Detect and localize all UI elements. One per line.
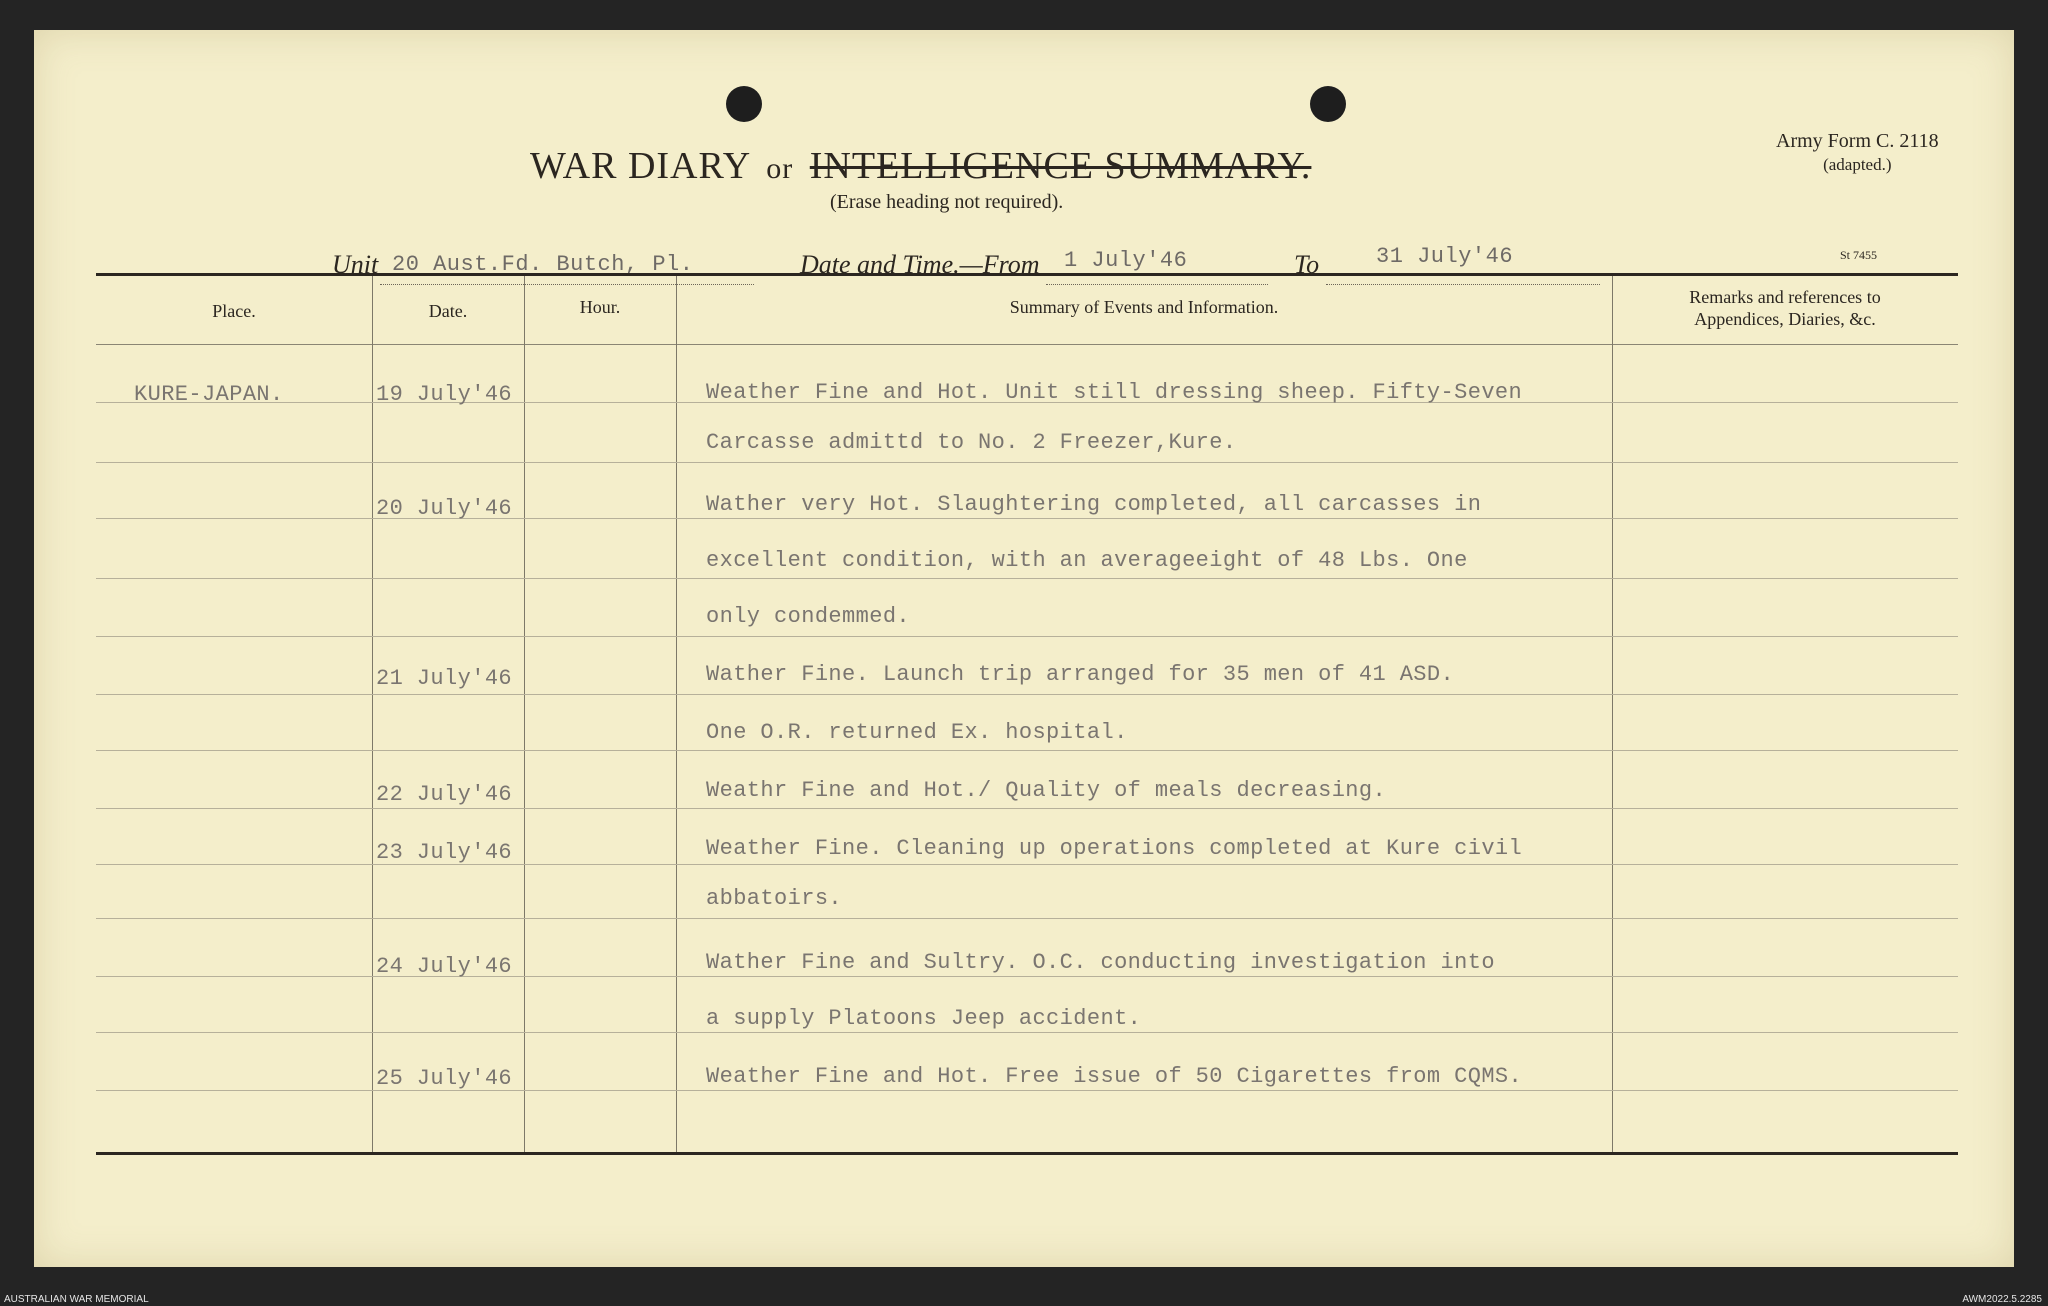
- ruled-line: [96, 864, 372, 865]
- ruled-line: [524, 694, 676, 695]
- row-date: 21 July'46: [376, 666, 513, 691]
- ruled-line: [524, 578, 676, 579]
- ruled-line: [372, 636, 524, 637]
- ruled-line: [524, 462, 676, 463]
- ruled-line: [1612, 462, 1958, 463]
- form-number-text: Army Form C. 2118: [1776, 130, 1939, 152]
- diary-page: [34, 30, 2014, 1267]
- entry-line: Weather Fine and Hot. Free issue of 50 Cigarettes from CQMS.: [706, 1064, 1523, 1089]
- row-date: 19 July'46: [376, 382, 513, 407]
- ruled-line: [96, 1032, 372, 1033]
- ruled-line: [96, 1090, 372, 1091]
- entry-line: Wather very Hot. Slaughtering completed, all carcasses in: [706, 492, 1482, 517]
- ruled-line: [1612, 976, 1958, 977]
- ruled-line: [676, 636, 1612, 637]
- to-value: 31 July'46: [1376, 244, 1514, 269]
- entry-line: One O.R. returned Ex. hospital.: [706, 720, 1128, 745]
- col-header-summary: Summary of Events and Information.: [1009, 297, 1279, 317]
- col-header-remarks: [1612, 286, 1958, 330]
- ruled-line: [1612, 864, 1958, 865]
- ruled-line: [676, 976, 1612, 977]
- title-main: WAR DIARY: [530, 145, 750, 187]
- title-struck: INTELLIGENCE SUMMARY.: [809, 145, 1312, 187]
- entry-line: only condemmed.: [706, 604, 911, 629]
- col-header-date: Date.: [428, 301, 468, 321]
- ruled-line: [1612, 1090, 1958, 1091]
- ruled-line: [676, 918, 1612, 919]
- ruled-line: [96, 462, 372, 463]
- ruled-line: [372, 918, 524, 919]
- entry-line: Weather Fine and Hot. Unit still dressing sheep. Fifty-Seven: [706, 380, 1523, 405]
- page-title: [530, 144, 1311, 188]
- ruled-line: [1612, 808, 1958, 809]
- entry-line: Weather Fine. Cleaning up operations completed at Kure civil: [706, 836, 1523, 861]
- ruled-line: [676, 462, 1612, 463]
- ruled-line: [676, 1032, 1612, 1033]
- from-value: 1 July'46: [1064, 248, 1188, 273]
- entry-line: abbatoirs.: [706, 886, 843, 911]
- table-top-rule: [96, 273, 1958, 276]
- ruled-line: [524, 1032, 676, 1033]
- ruled-line: [524, 976, 676, 977]
- row-date: 24 July'46: [376, 954, 513, 979]
- ruled-line: [676, 578, 1612, 579]
- ruled-line: [1612, 636, 1958, 637]
- ruled-line: [372, 694, 524, 695]
- entry-line: Wather Fine. Launch trip arranged for 35 men of 41 ASD.: [706, 662, 1455, 687]
- ruled-line: [524, 918, 676, 919]
- ruled-line: [372, 462, 524, 463]
- to-label: To: [1294, 250, 1320, 279]
- ruled-line: [524, 864, 676, 865]
- ruled-line: [96, 976, 372, 977]
- row-date: 20 July'46: [376, 496, 513, 521]
- form-number: [1776, 130, 1939, 175]
- col-divider: [676, 276, 677, 1152]
- ruled-line: [96, 918, 372, 919]
- entry-line: excellent condition, with an averageeight of 48 Lbs. One: [706, 548, 1468, 573]
- ruled-line: [96, 808, 372, 809]
- date-label: Date and Time.—From: [800, 250, 1040, 279]
- punch-hole: [1310, 86, 1346, 122]
- ruled-line: [372, 1032, 524, 1033]
- entry-line: Carcasse admittd to No. 2 Freezer,Kure.: [706, 430, 1237, 455]
- header-rule: [96, 344, 1958, 345]
- to-dotline: [1326, 284, 1600, 285]
- form-adapted: (adapted.): [1823, 155, 1892, 174]
- footer-left: AUSTRALIAN WAR MEMORIAL: [4, 1294, 149, 1305]
- entry-line: Wather Fine and Sultry. O.C. conducting investigation into: [706, 950, 1495, 975]
- table-bottom-rule: [96, 1152, 1958, 1155]
- ruled-line: [96, 636, 372, 637]
- remarks-line-2: Appendices, Diaries, &c.: [1694, 309, 1876, 329]
- ruled-line: [524, 1090, 676, 1091]
- ruled-line: [372, 750, 524, 751]
- footer-right: AWM2022.5.2285: [1962, 1294, 2042, 1305]
- remarks-line-1: Remarks and references to: [1689, 287, 1881, 307]
- ruled-line: [1612, 750, 1958, 751]
- ruled-line: [1612, 578, 1958, 579]
- ruled-line: [524, 808, 676, 809]
- ruled-line: [524, 750, 676, 751]
- ruled-line: [524, 518, 676, 519]
- col-header-hour: Hour.: [579, 297, 621, 317]
- title-or: or: [766, 152, 794, 185]
- unit-value: 20 Aust.Fd. Butch, Pl.: [392, 252, 694, 277]
- row-place: KURE-JAPAN.: [134, 382, 284, 407]
- row-date: 25 July'46: [376, 1066, 513, 1091]
- col-divider: [1612, 276, 1613, 1152]
- ruled-line: [1612, 402, 1958, 403]
- ruled-line: [524, 402, 676, 403]
- punch-hole: [726, 86, 762, 122]
- entry-line: a supply Platoons Jeep accident.: [706, 1006, 1142, 1031]
- ruled-line: [676, 694, 1612, 695]
- ruled-line: [96, 750, 372, 751]
- unit-label: Unit: [332, 250, 379, 279]
- entry-line: Weathr Fine and Hot./ Quality of meals decreasing.: [706, 778, 1387, 803]
- unit-dotline: [380, 284, 754, 285]
- ruled-line: [1612, 918, 1958, 919]
- ruled-line: [676, 750, 1612, 751]
- ruled-line: [96, 578, 372, 579]
- ruled-line: [96, 518, 372, 519]
- col-header-place: Place.: [212, 301, 256, 321]
- ruled-line: [676, 518, 1612, 519]
- row-date: 23 July'46: [376, 840, 513, 865]
- ruled-line: [676, 864, 1612, 865]
- ruled-line: [524, 636, 676, 637]
- ruled-line: [372, 578, 524, 579]
- page-subtitle: (Erase heading not required).: [830, 191, 1064, 213]
- ruled-line: [1612, 694, 1958, 695]
- ruled-line: [1612, 518, 1958, 519]
- col-divider: [524, 276, 525, 1152]
- stock-number: St 7455: [1840, 248, 1878, 262]
- ruled-line: [1612, 1032, 1958, 1033]
- ruled-line: [676, 808, 1612, 809]
- row-date: 22 July'46: [376, 782, 513, 807]
- ruled-line: [372, 808, 524, 809]
- from-dotline: [1046, 284, 1268, 285]
- ruled-line: [96, 694, 372, 695]
- ruled-line: [676, 1090, 1612, 1091]
- col-divider: [372, 276, 373, 1152]
